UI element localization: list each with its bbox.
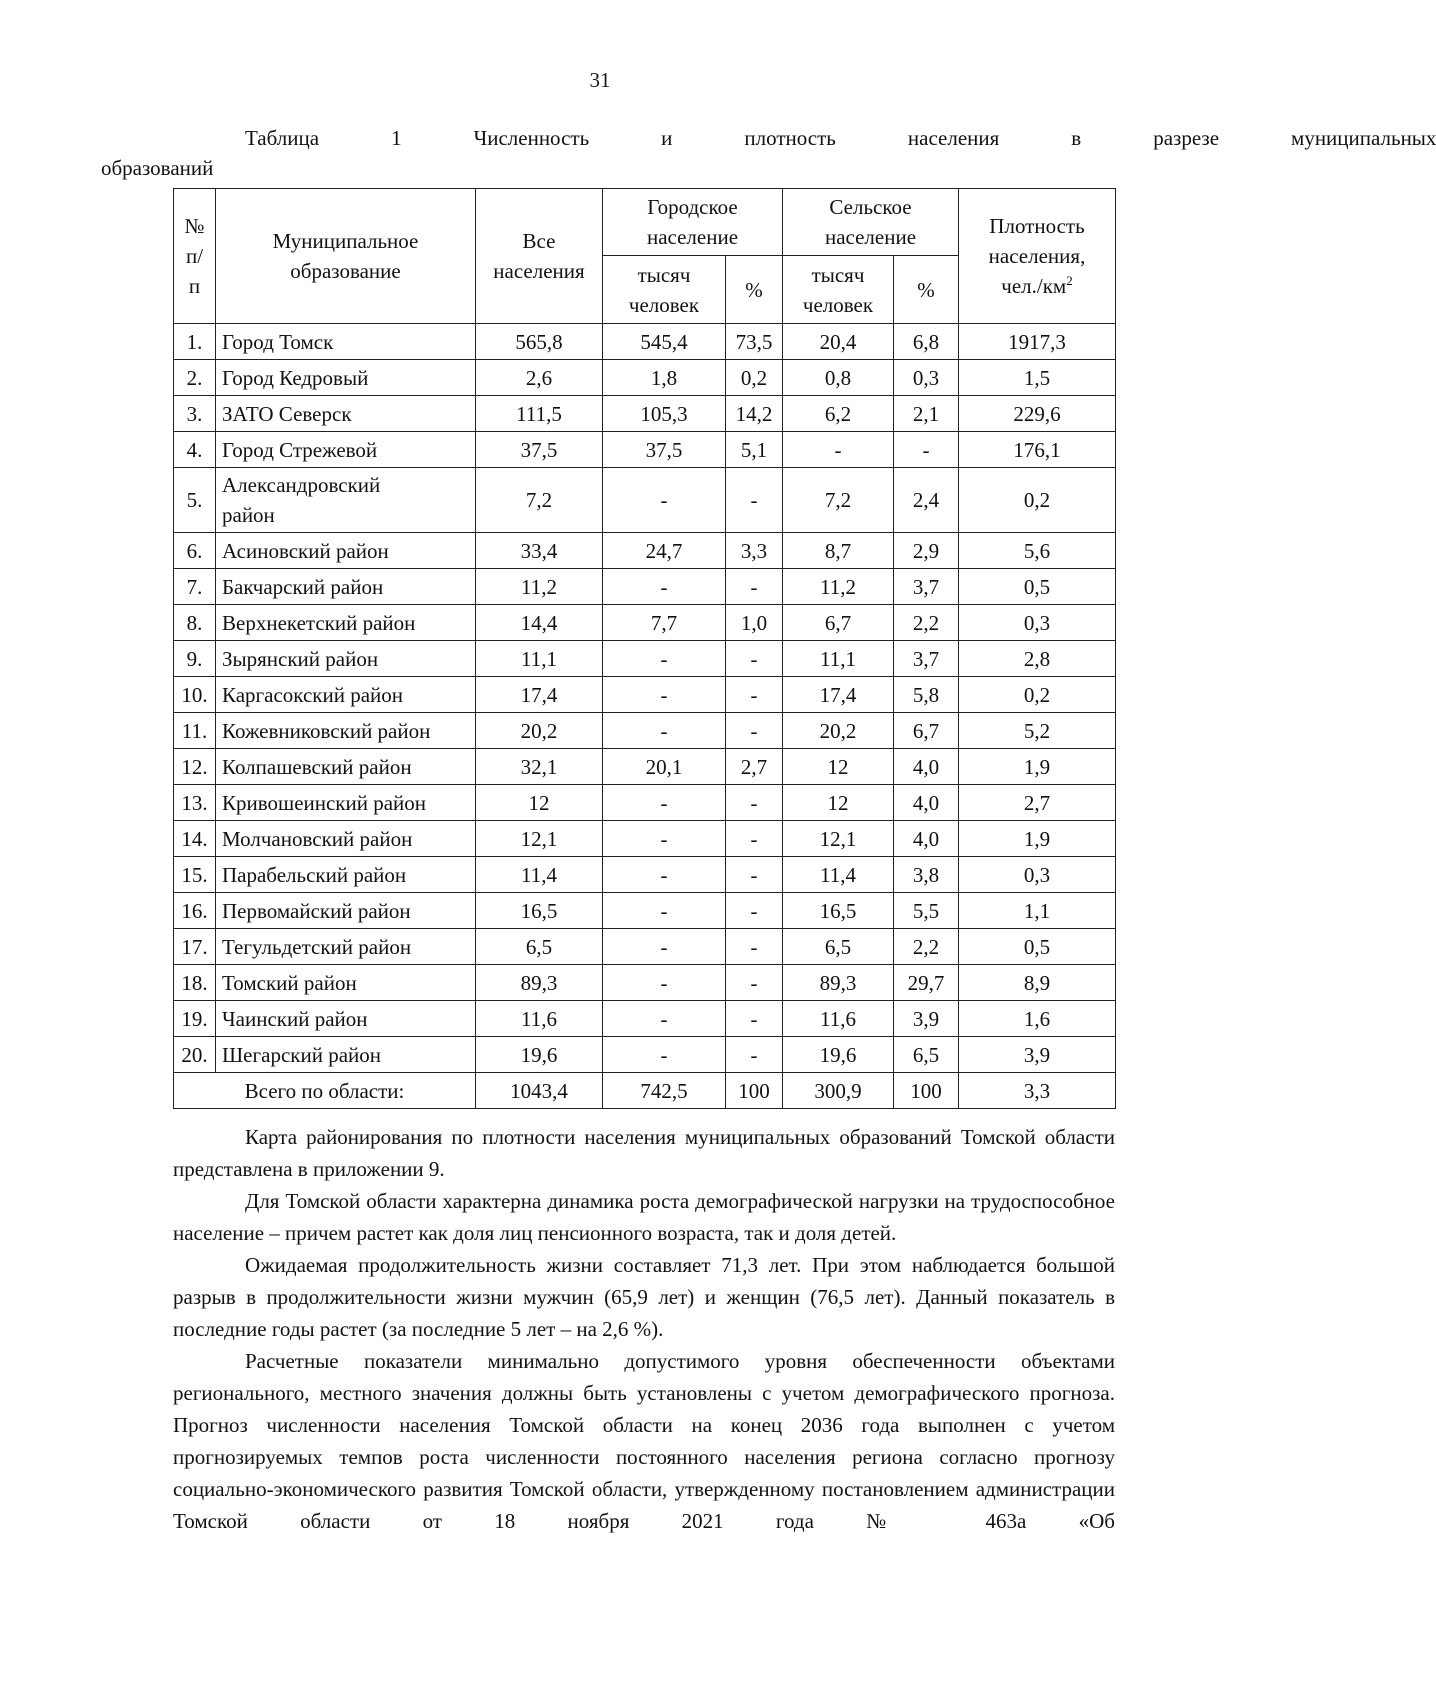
row-name: Молчановский район xyxy=(216,821,476,857)
table-row xyxy=(174,929,1116,965)
row-rural-pct: 5,5 xyxy=(894,893,959,929)
row-rural-pct: 2,9 xyxy=(894,533,959,569)
body-text xyxy=(173,1121,1115,1537)
row-total: 11,4 xyxy=(476,857,603,893)
row-urban-thousand: - xyxy=(603,468,726,533)
header-density xyxy=(959,189,1116,324)
row-rural-thousand: 7,2 xyxy=(783,468,894,533)
header-urban-line: население xyxy=(646,225,739,249)
row-urban-pct: 14,2 xyxy=(726,396,783,432)
row-name: Город Стрежевой xyxy=(216,432,476,468)
row-total: 16,5 xyxy=(476,893,603,929)
row-density: 0,3 xyxy=(959,857,1116,893)
row-total: 12 xyxy=(476,785,603,821)
row-urban-thousand: 545,4 xyxy=(603,324,726,360)
total-urban-pct: 100 xyxy=(726,1073,783,1109)
paragraph: Для Томской области характерна динамика роста демографической нагрузки на трудоспособное население – причем растет как доля лиц пенсионного возраста, так и доля детей. xyxy=(173,1189,1115,1245)
row-density: 0,5 xyxy=(959,569,1116,605)
row-rural-thousand: 12,1 xyxy=(783,821,894,857)
row-rural-pct: 6,7 xyxy=(894,713,959,749)
table-row xyxy=(174,396,1116,432)
row-rural-pct: 4,0 xyxy=(894,821,959,857)
row-num: 11. xyxy=(174,713,216,749)
row-rural-thousand: 20,4 xyxy=(783,324,894,360)
table-caption xyxy=(101,123,1436,183)
row-urban-pct: 73,5 xyxy=(726,324,783,360)
row-urban-thousand: - xyxy=(603,1037,726,1073)
row-urban-thousand: - xyxy=(603,713,726,749)
row-urban-pct: 1,0 xyxy=(726,605,783,641)
row-density: 0,3 xyxy=(959,605,1116,641)
row-density: 3,9 xyxy=(959,1037,1116,1073)
row-name: Чаинский район xyxy=(216,1001,476,1037)
header-total-line: Все xyxy=(522,229,556,253)
header-num-line: № xyxy=(184,214,205,238)
row-urban-pct: 2,7 xyxy=(726,749,783,785)
row-name: Город Томск xyxy=(216,324,476,360)
row-total: 565,8 xyxy=(476,324,603,360)
row-total: 33,4 xyxy=(476,533,603,569)
table-row xyxy=(174,605,1116,641)
row-density: 5,6 xyxy=(959,533,1116,569)
row-urban-pct: - xyxy=(726,893,783,929)
row-name: Шегарский район xyxy=(216,1037,476,1073)
row-urban-thousand: 1,8 xyxy=(603,360,726,396)
header-sub-line: человек xyxy=(628,292,700,317)
row-urban-thousand: - xyxy=(603,677,726,713)
row-num: 7. xyxy=(174,569,216,605)
table-row xyxy=(174,713,1116,749)
row-density: 1,6 xyxy=(959,1001,1116,1037)
row-name: Тегульдетский район xyxy=(216,929,476,965)
row-rural-pct: 0,3 xyxy=(894,360,959,396)
row-rural-thousand: 11,6 xyxy=(783,1001,894,1037)
row-density: 0,5 xyxy=(959,929,1116,965)
row-total: 89,3 xyxy=(476,965,603,1001)
row-name: ЗАТО Северск xyxy=(216,396,476,432)
total-density: 3,3 xyxy=(959,1073,1116,1109)
header-rural-group xyxy=(783,189,959,256)
row-urban-thousand: - xyxy=(603,641,726,677)
row-urban-pct: - xyxy=(726,468,783,533)
table-row xyxy=(174,360,1116,396)
row-urban-pct: - xyxy=(726,965,783,1001)
row-name-line: Александровский xyxy=(222,473,381,497)
row-name: Томский район xyxy=(216,965,476,1001)
table-row xyxy=(174,1001,1116,1037)
caption-word: населения xyxy=(907,126,1000,150)
table-row xyxy=(174,641,1116,677)
row-total: 17,4 xyxy=(476,677,603,713)
header-density-line: населения, xyxy=(988,244,1086,268)
table-row xyxy=(174,785,1116,821)
header-urban-group xyxy=(603,189,783,256)
caption-word: и xyxy=(661,126,673,150)
density-unit-sup: 2 xyxy=(1066,273,1073,288)
row-rural-thousand: 89,3 xyxy=(783,965,894,1001)
header-num-line: п/ xyxy=(185,244,204,268)
row-density: 1917,3 xyxy=(959,324,1116,360)
row-rural-thousand: - xyxy=(783,432,894,468)
row-name xyxy=(216,468,476,533)
row-num: 16. xyxy=(174,893,216,929)
row-density: 1,9 xyxy=(959,821,1116,857)
row-rural-thousand: 11,2 xyxy=(783,569,894,605)
row-urban-thousand: 7,7 xyxy=(603,605,726,641)
row-urban-pct: - xyxy=(726,857,783,893)
table-row xyxy=(174,324,1116,360)
row-num: 4. xyxy=(174,432,216,468)
caption-word: плотность xyxy=(744,126,836,150)
table-row xyxy=(174,1037,1116,1073)
row-total: 11,1 xyxy=(476,641,603,677)
row-rural-pct: 3,8 xyxy=(894,857,959,893)
total-label: Всего по области: xyxy=(174,1073,476,1109)
row-urban-thousand: 37,5 xyxy=(603,432,726,468)
row-density: 2,8 xyxy=(959,641,1116,677)
row-name: Верхнекетский район xyxy=(216,605,476,641)
row-rural-thousand: 11,4 xyxy=(783,857,894,893)
row-rural-pct: 6,5 xyxy=(894,1037,959,1073)
caption-word: Таблица xyxy=(245,126,320,150)
row-total: 12,1 xyxy=(476,821,603,857)
row-num: 20. xyxy=(174,1037,216,1073)
row-num: 14. xyxy=(174,821,216,857)
header-total xyxy=(476,189,603,324)
row-rural-pct: 5,8 xyxy=(894,677,959,713)
total-rural-thousand: 300,9 xyxy=(783,1073,894,1109)
row-rural-pct: - xyxy=(894,432,959,468)
row-rural-thousand: 6,5 xyxy=(783,929,894,965)
total-rural-pct: 100 xyxy=(894,1073,959,1109)
table-row xyxy=(174,533,1116,569)
row-urban-pct: - xyxy=(726,1037,783,1073)
header-rural-line: население xyxy=(824,225,917,249)
row-num: 5. xyxy=(174,468,216,533)
row-name: Парабельский район xyxy=(216,857,476,893)
caption-word: 1 xyxy=(391,126,402,150)
header-density-line: Плотность xyxy=(989,214,1085,238)
caption-word: муниципальных xyxy=(1291,126,1436,150)
row-total: 32,1 xyxy=(476,749,603,785)
header-urban-thousand xyxy=(603,256,726,324)
row-urban-thousand: - xyxy=(603,1001,726,1037)
row-name: Кривошеинский район xyxy=(216,785,476,821)
caption-line-2: образований xyxy=(101,156,214,180)
row-urban-pct: - xyxy=(726,1001,783,1037)
row-rural-pct: 6,8 xyxy=(894,324,959,360)
header-sub-line: тысяч xyxy=(811,262,865,287)
row-urban-pct: 5,1 xyxy=(726,432,783,468)
table-row xyxy=(174,468,1116,533)
table-row xyxy=(174,965,1116,1001)
row-name: Первомайский район xyxy=(216,893,476,929)
row-rural-thousand: 12 xyxy=(783,749,894,785)
header-municipality xyxy=(216,189,476,324)
row-num: 8. xyxy=(174,605,216,641)
row-density: 2,7 xyxy=(959,785,1116,821)
row-name: Колпашевский район xyxy=(216,749,476,785)
table-row xyxy=(174,677,1116,713)
row-total: 7,2 xyxy=(476,468,603,533)
header-municipality-line: образование xyxy=(290,259,401,283)
row-name: Бакчарский район xyxy=(216,569,476,605)
header-urban-line: Городское xyxy=(647,195,738,219)
row-urban-thousand: - xyxy=(603,821,726,857)
row-rural-pct: 4,0 xyxy=(894,785,959,821)
row-total: 11,6 xyxy=(476,1001,603,1037)
row-num: 3. xyxy=(174,396,216,432)
row-rural-pct: 3,7 xyxy=(894,569,959,605)
row-rural-pct: 2,1 xyxy=(894,396,959,432)
row-total: 19,6 xyxy=(476,1037,603,1073)
row-name: Каргасокский район xyxy=(216,677,476,713)
row-density: 176,1 xyxy=(959,432,1116,468)
page-number: 31 xyxy=(589,68,611,92)
header-row-1 xyxy=(174,189,1116,256)
row-rural-pct: 2,2 xyxy=(894,605,959,641)
row-rural-pct: 2,4 xyxy=(894,468,959,533)
row-urban-thousand: - xyxy=(603,965,726,1001)
row-total: 111,5 xyxy=(476,396,603,432)
row-num: 19. xyxy=(174,1001,216,1037)
row-density: 229,6 xyxy=(959,396,1116,432)
row-rural-thousand: 11,1 xyxy=(783,641,894,677)
row-name: Асиновский район xyxy=(216,533,476,569)
table-row xyxy=(174,893,1116,929)
row-total: 11,2 xyxy=(476,569,603,605)
header-rural-line: Сельское xyxy=(829,195,912,219)
row-num: 1. xyxy=(174,324,216,360)
row-num: 18. xyxy=(174,965,216,1001)
row-density: 1,5 xyxy=(959,360,1116,396)
total-row xyxy=(174,1073,1116,1109)
row-rural-thousand: 8,7 xyxy=(783,533,894,569)
row-rural-thousand: 19,6 xyxy=(783,1037,894,1073)
header-urban-pct: % xyxy=(726,256,783,324)
row-urban-pct: - xyxy=(726,569,783,605)
row-urban-thousand: - xyxy=(603,929,726,965)
row-num: 2. xyxy=(174,360,216,396)
row-total: 6,5 xyxy=(476,929,603,965)
row-density: 1,9 xyxy=(959,749,1116,785)
row-num: 17. xyxy=(174,929,216,965)
caption-word: разрезе xyxy=(1153,126,1220,150)
header-total-line: населения xyxy=(493,259,585,283)
header-sub-line: тысяч xyxy=(637,262,691,287)
table-row xyxy=(174,569,1116,605)
row-rural-thousand: 6,7 xyxy=(783,605,894,641)
row-urban-pct: - xyxy=(726,677,783,713)
row-urban-thousand: - xyxy=(603,569,726,605)
row-density: 0,2 xyxy=(959,468,1116,533)
row-rural-thousand: 17,4 xyxy=(783,677,894,713)
header-sub-line: человек xyxy=(802,292,874,317)
header-num xyxy=(174,189,216,324)
population-table xyxy=(173,188,1116,1109)
row-density: 1,1 xyxy=(959,893,1116,929)
row-name: Зырянский район xyxy=(216,641,476,677)
row-num: 15. xyxy=(174,857,216,893)
row-total: 14,4 xyxy=(476,605,603,641)
row-num: 13. xyxy=(174,785,216,821)
header-density-unit xyxy=(963,271,1111,301)
row-total: 20,2 xyxy=(476,713,603,749)
row-total: 37,5 xyxy=(476,432,603,468)
row-urban-thousand: - xyxy=(603,893,726,929)
row-rural-thousand: 16,5 xyxy=(783,893,894,929)
row-rural-pct: 3,7 xyxy=(894,641,959,677)
row-urban-pct: - xyxy=(726,641,783,677)
row-rural-thousand: 20,2 xyxy=(783,713,894,749)
row-density: 0,2 xyxy=(959,677,1116,713)
row-urban-pct: - xyxy=(726,929,783,965)
row-urban-thousand: 24,7 xyxy=(603,533,726,569)
header-rural-pct: % xyxy=(894,256,959,324)
row-total: 2,6 xyxy=(476,360,603,396)
row-rural-pct: 4,0 xyxy=(894,749,959,785)
row-urban-thousand: 20,1 xyxy=(603,749,726,785)
paragraph: Расчетные показатели минимально допустимого уровня обеспеченности объектами регионального, местного значения должны быть установлены с учетом демографического прогноза. Прогноз численности населения Томской области на конец 2036 года выполнен с учетом прогнозируемых темпов роста численности постоянного населения региона согласно прогнозу социально-экономического развития Томской области, утвержденному постановлением администрации Томской области от 18 ноября 2021 года № 463а «Об xyxy=(173,1349,1115,1533)
row-rural-thousand: 0,8 xyxy=(783,360,894,396)
table-row xyxy=(174,432,1116,468)
row-name: Город Кедровый xyxy=(216,360,476,396)
row-rural-thousand: 6,2 xyxy=(783,396,894,432)
table-row xyxy=(174,821,1116,857)
paragraph: Карта районирования по плотности населения муниципальных образований Томской области представлена в приложении 9. xyxy=(173,1125,1115,1181)
row-urban-thousand: 105,3 xyxy=(603,396,726,432)
table-row xyxy=(174,749,1116,785)
caption-line-1 xyxy=(173,123,1436,153)
row-rural-pct: 3,9 xyxy=(894,1001,959,1037)
row-density: 5,2 xyxy=(959,713,1116,749)
header-municipality-line: Муниципальное xyxy=(272,229,419,253)
density-unit-text: чел./км xyxy=(1001,274,1067,298)
row-urban-pct: - xyxy=(726,821,783,857)
paragraph: Ожидаемая продолжительность жизни составляет 71,3 лет. При этом наблюдается большой разрыв в продолжительности жизни мужчин (65,9 лет) и женщин (76,5 лет). Данный показатель в последние годы растет (за последние 5 лет – на 2,6 %). xyxy=(173,1253,1115,1341)
row-density: 8,9 xyxy=(959,965,1116,1001)
caption-word: в xyxy=(1071,126,1082,150)
total-urban-thousand: 742,5 xyxy=(603,1073,726,1109)
row-num: 6. xyxy=(174,533,216,569)
row-rural-thousand: 12 xyxy=(783,785,894,821)
row-name: Кожевниковский район xyxy=(216,713,476,749)
row-rural-pct: 2,2 xyxy=(894,929,959,965)
header-num-line: п xyxy=(188,274,201,298)
caption-word: Численность xyxy=(473,126,590,150)
row-num: 10. xyxy=(174,677,216,713)
header-rural-thousand xyxy=(783,256,894,324)
row-urban-thousand: - xyxy=(603,857,726,893)
table-row xyxy=(174,857,1116,893)
row-num: 9. xyxy=(174,641,216,677)
row-num: 12. xyxy=(174,749,216,785)
row-name-line: район xyxy=(222,503,275,527)
row-rural-pct: 29,7 xyxy=(894,965,959,1001)
total-all: 1043,4 xyxy=(476,1073,603,1109)
row-urban-thousand: - xyxy=(603,785,726,821)
row-urban-pct: 0,2 xyxy=(726,360,783,396)
row-urban-pct: - xyxy=(726,785,783,821)
row-urban-pct: - xyxy=(726,713,783,749)
row-urban-pct: 3,3 xyxy=(726,533,783,569)
